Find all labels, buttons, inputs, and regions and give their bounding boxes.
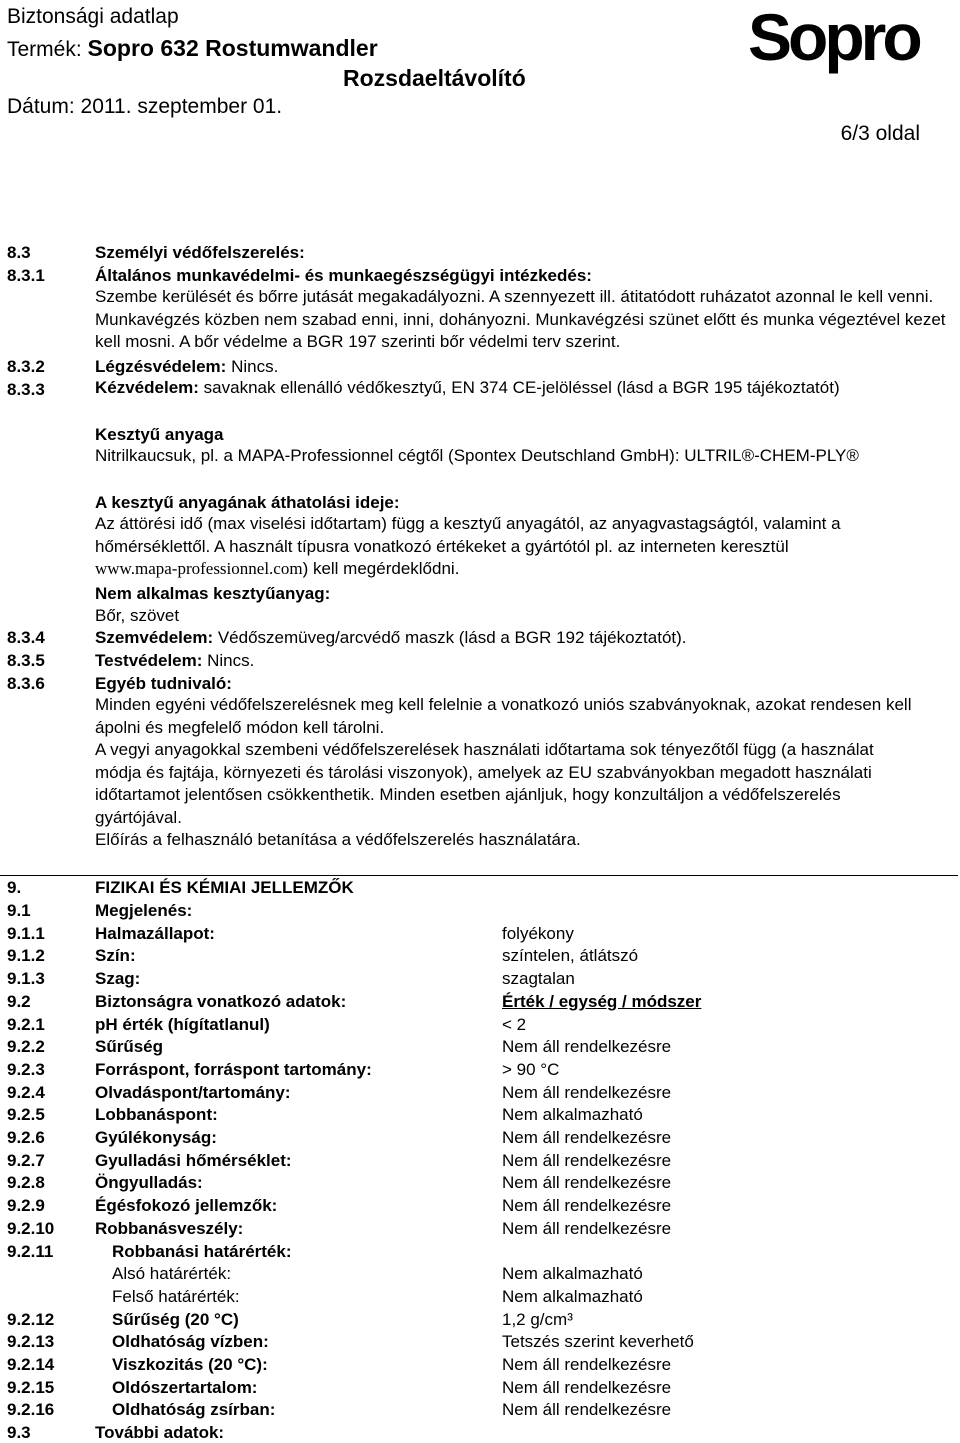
row-number: 9.1 [7,901,31,920]
product-subname: Rozsdaeltávolító [343,65,526,91]
section-divider [0,875,958,876]
row-label: Robbanásveszély: [95,1218,244,1238]
product-label: Termék: [7,38,82,61]
date-line [7,95,282,119]
unsuitable-text: Bőr, szövet [95,606,180,625]
row-value: Érték / egység / módszer [502,991,702,1011]
row-number: 9.2.14 [7,1355,55,1374]
section-8-3-3-number: 8.3.3 [7,380,45,399]
product-name: Sopro 632 Rostumwandler [87,35,378,61]
row-number: 9.3 [7,1423,31,1443]
section-8-3-4-line: Szemvédelem: Védőszemüveg/arcvédő maszk (lásd a BGR 192 tájékoztatót). [95,628,687,647]
row-number: 9.2.3 [7,1059,45,1079]
row-number: 9.2.4 [7,1082,45,1102]
row-number: 9.2.15 [7,1377,55,1397]
row-value: Nem áll rendelkezésre [502,1400,672,1420]
section-8-3-3-line: Kézvédelem: savaknak ellenálló védőkesztyű, EN 374 CE-jelöléssel (lásd a BGR 195 tájékoztatót) [95,378,840,397]
section-8-3-6-p3: Előírás a felhasználó betanítása a védőfelszerelés használatára. [95,830,581,849]
row-value: Nem alkalmazható [502,1286,643,1306]
breakthrough-text: Az áttörési idő (max viselési időtartam) függ a kesztyű anyagától, az anyagvastagságtól, valamint a hőmérséklettől. A használt típusra vonatkozó értékeket a gyártótól pl. az interneten keresztül www.mapa-professionnel.com) kell megérdeklődni. [95,514,841,578]
row-number: 9.2.7 [7,1150,45,1170]
row-number: 9.2.8 [7,1173,45,1193]
row-label: Sűrűség (20 °C) [112,1309,239,1329]
row-value: Nem áll rendelkezésre [502,1173,672,1193]
row-label: Lobbanáspont: [95,1105,218,1125]
section-8-3-title: Személyi védőfelszerelés: [95,243,305,262]
row-value: Nem áll rendelkezésre [502,1037,672,1057]
section-8-3-1-title: Általános munkavédelmi- és munkaegészségügyi intézkedés: [95,266,592,285]
section-8-3-4-number: 8.3.4 [7,628,45,647]
row-number: 9.2.13 [7,1332,55,1352]
row-number: 9.2.5 [7,1105,45,1125]
section-8-3-6-p1: Minden egyéni védőfelszerelésnek meg kell felelnie a vonatkozó uniós szabványoknak, azokat rendesen kell ápolni és megfelelő módon kell tárolni. [95,695,912,737]
row-value: folyékony [502,923,574,943]
section-8-3-6-p2: A vegyi anyagokkal szembeni védőfelszerelések használati időtartama sok tényezőtől függ (a használat módja és fajtája, környezeti és tárolási viszonyok), amelyek az EU szabványokban megadott használati időtartamot jelentősen csökkenthetik. Minden esetben ajánljuk, hogy konzultáljon a védőfelszerelés gyártójával. [95,740,874,827]
row-label: pH érték (hígítatlanul) [95,1014,270,1034]
row-value: Nem áll rendelkezésre [502,1128,672,1147]
product-line [7,35,378,62]
row-value: színtelen, átlátszó [502,946,639,966]
row-value: Nem áll rendelkezésre [502,1218,672,1238]
row-value: Nem áll rendelkezésre [502,1377,672,1397]
row-label: Halmazállapot: [95,923,215,943]
row-value: szagtalan [502,969,575,989]
row-label: Gyulladási hőmérséklet: [95,1150,292,1170]
row-number: 9.2.11 [7,1241,54,1261]
row-value: Tetszés szerint keverhető [502,1332,694,1352]
row-value: < 2 [502,1014,527,1034]
svg-text:Sopro: Sopro [748,2,919,74]
row-number: 9.2.16 [7,1400,55,1420]
row-label: Felső határérték: [112,1286,240,1306]
row-label: Gyúlékonyság: [95,1128,217,1147]
row-label: Biztonságra vonatkozó adatok: [95,991,347,1011]
row-label: Oldhatóság vízben: [112,1332,269,1352]
row-label: Szín: [95,946,136,966]
section-8-3-6-number: 8.3.6 [7,674,45,693]
date-label: Dátum: [7,95,75,118]
row-value: Nem alkalmazható [502,1105,643,1125]
row-label: Forráspont, forráspont tartomány: [95,1059,372,1079]
row-number: 9.2.6 [7,1128,45,1147]
row-number: 9.2.10 [7,1218,55,1238]
mapa-link[interactable]: www.mapa-professionnel.com [95,559,303,578]
row-number: 9.2.1 [7,1014,45,1034]
row-number: 9.2.9 [7,1196,45,1216]
section-8-3-number: 8.3 [7,243,31,262]
row-label: További adatok: [95,1423,225,1443]
glove-material-text: Nitrilkaucsuk, pl. a MAPA-Professionnel cégtől (Spontex Deutschland GmbH): ULTRIL®-CHEM-PLY® [95,446,859,465]
section-8-3-5-number: 8.3.5 [7,651,45,670]
row-value: > 90 °C [502,1059,560,1079]
section-8-3-6-title: Egyéb tudnivaló: [95,674,232,693]
row-number: 9.2.2 [7,1037,45,1057]
date-value: 2011. szeptember 01. [80,95,283,118]
section-9-title: FIZIKAI ÉS KÉMIAI JELLEMZŐK [95,878,354,897]
section-9-number: 9. [7,878,22,897]
row-number: 9.1.3 [7,969,45,989]
sopro-logo [748,2,956,74]
section-8-3-1-number: 8.3.1 [7,266,45,285]
row-value: Nem áll rendelkezésre [502,1150,672,1170]
row-label: Égésfokozó jellemzők: [95,1196,278,1216]
row-value: Nem áll rendelkezésre [502,1196,672,1216]
section-8-3-5-line: Testvédelem: Nincs. [95,651,255,670]
row-label: Öngyulladás: [95,1173,203,1193]
glove-material-title: Kesztyű anyaga [95,425,224,444]
row-value: Nem alkalmazható [502,1264,643,1284]
section-8-3-2-number: 8.3.2 [7,357,45,376]
page-number: 6/3 oldal [840,122,920,145]
section-8-3-1-text: Szembe kerülését és bőrre jutását megakadályozni. A szennyezett ill. átitatódott ruházatot azonnal le kell venni. Munkavégzés közben nem szabad enni, inni, dohányozni. Munkavégzési szünet előtt és munka végeztével kezet kell mosni. A bőr védelme a BGR 197 szerinti bőr védelmi terv szerint. [95,287,946,351]
doc-type: Biztonsági adatlap [7,5,179,28]
row-value: 1,2 g/cm³ [502,1309,573,1329]
row-number: 9.2.12 [7,1309,55,1329]
row-value: Nem áll rendelkezésre [502,1082,672,1102]
section-8-3-2-line: Légzésvédelem: Nincs. [95,357,279,376]
row-label: Megjelenés: [95,901,193,920]
row-label: Olvadáspont/tartomány: [95,1082,291,1102]
row-label: Robbanási határérték: [112,1241,292,1261]
row-value: Nem áll rendelkezésre [502,1355,672,1374]
breakthrough-title: A kesztyű anyagának áthatolási ideje: [95,493,400,512]
row-label: Oldhatóság zsírban: [112,1400,276,1420]
row-label: Sűrűség [95,1037,164,1057]
row-number: 9.1.2 [7,946,45,966]
row-label: Viszkozitás (20 °C): [112,1355,268,1374]
unsuitable-title: Nem alkalmas kesztyűanyag: [95,584,331,603]
row-label: Alsó határérték: [112,1264,232,1284]
row-number: 9.1.1 [7,923,45,943]
row-label: Oldószertartalom: [112,1377,258,1397]
row-number: 9.2 [7,991,31,1011]
row-label: Szag: [95,969,141,989]
